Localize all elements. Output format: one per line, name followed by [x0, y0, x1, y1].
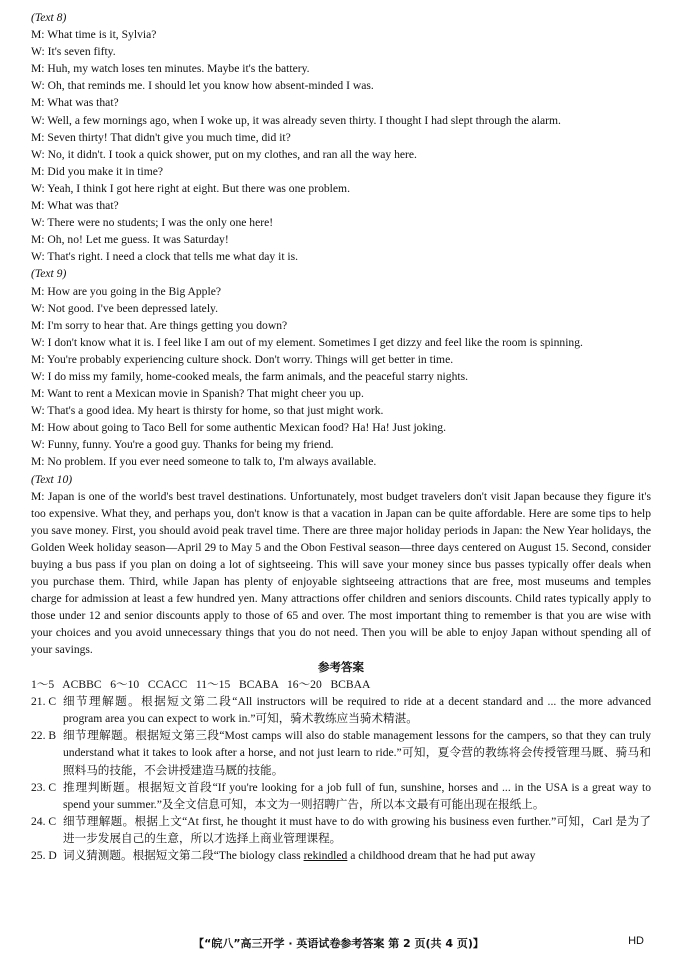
footer-code: HD	[628, 935, 644, 947]
dialog-line: W: Oh, that reminds me. I should let you know how absent-minded I was.	[31, 79, 374, 93]
answer-key-line: 1～5 ACBBC 6～10 CCACC 11～15 BCABA 16～20 BCBAA	[31, 678, 371, 692]
dialog-line: M: Want to rent a Mexican movie in Spanish? That might cheer you up.	[31, 387, 364, 401]
answer-key-page	[31, 9, 651, 864]
dialog-line: M: How are you going in the Big Apple?	[31, 284, 221, 298]
dialog-line: W: No, it didn't. I took a quick shower, put on my clothes, and ran all the way here.	[31, 147, 417, 161]
underlined-word: rekindled	[303, 849, 348, 862]
answers-title: 参考答案	[318, 659, 364, 674]
dialog-line: W: I do miss my family, home-cooked meals, the farm animals, and the peaceful starry nights.	[31, 369, 469, 383]
dialog-line: M: Seven thirty! That didn't give you much time, did it?	[31, 130, 291, 144]
section-label-text9: (Text 9)	[31, 267, 67, 281]
dialog-text9	[31, 283, 651, 471]
dialog-line: M: What time is it, Sylvia?	[31, 28, 157, 42]
dialog-line: W: Not good. I've been depressed lately.	[31, 301, 218, 315]
answer-explanation: 推理判断题。根据短文首段“If you're looking for a job full of fun, sunshine, horses and ... in the USA is a great way to spend your summer.”及全文信息可知，本文为一则招聘广告，所以本文最有可能出现在报纸上。	[63, 780, 651, 811]
answer-explanation	[63, 847, 651, 864]
dialog-line: M: No problem. If you ever need someone to talk to, I'm always available.	[31, 455, 377, 469]
dialog-line: W: It's seven fifty.	[31, 45, 116, 59]
dialog-line: W: There were no students; I was the only one here!	[31, 216, 274, 230]
answer-number: 22. B	[31, 729, 57, 743]
dialog-line: W: Yeah, I think I got here right at eight. But there was one problem.	[31, 181, 350, 195]
dialog-line: M: What was that?	[31, 199, 119, 213]
answer-item	[31, 779, 651, 813]
explanation-text: a childhood dream that he had put away	[347, 849, 536, 862]
page-footer	[0, 935, 677, 953]
answer-explanation: 细节理解题。根据上文“At first, he thought it must have to do with growing his business even further.”可知，Carl 是为了进一步发展自己的生意，所以才选择上商业管理课程。	[63, 814, 651, 845]
answer-item	[31, 693, 651, 727]
answer-number: 25. D	[31, 849, 57, 862]
dialog-line: M: Huh, my watch loses ten minutes. Maybe it's the battery.	[31, 62, 310, 76]
answer-explanation: 细节理解题。根据短文第三段“Most camps will also do stable management lessons for the campers, so that they can truly understand what it takes to look after a horse, and not just learn to ride.”可知，夏令营的教练将会传授管理马厩、骑马和照料马的技能，不会讲授建造马厩的技能。	[63, 729, 651, 777]
dialog-line: W: Well, a few mornings ago, when I woke up, it was already seven thirty. I thought I had slept through the alarm.	[31, 113, 561, 127]
explanation-text: 词义猜测题。根据短文第二段“The biology class	[63, 849, 304, 862]
dialog-text8	[31, 26, 651, 265]
dialog-line: W: That's right. I need a clock that tells me what day it is.	[31, 250, 299, 264]
dialog-line: M: How about going to Taco Bell for some authentic Mexican food? Ha! Ha! Just joking.	[31, 421, 446, 435]
dialog-line: M: I'm sorry to hear that. Are things getting you down?	[31, 318, 288, 332]
answer-explanation: 细节理解题。根据短文第二段“All instructors will be required to ride at a decent standard and ... the more advanced program area you can expect to work in.”可知，骑术教练应当骑术精湛。	[63, 695, 651, 726]
dialog-line: M: Oh, no! Let me guess. It was Saturday!	[31, 233, 229, 247]
dialog-line: W: I don't know what it is. I feel like I am out of my element. Sometimes I get dizzy and feel like the room is spinning.	[31, 335, 583, 349]
monologue-text10: M: Japan is one of the world's best travel destinations. Unfortunately, most budget travelers don't visit Japan because they figure it's too expensive. What they, and perhaps you, don't know is that a vacation in Japan can be quite affordable. Here are some tips to help you save money. First, you should avoid peak travel time. There are three major holiday periods in Japan: the New Year holidays, the Golden Week holiday season—April 29 to May 5 and the Obon Festival season—three days centered on August 15. Second, consider buying a bus pass if you plan on doing a lot of sightseeing. This will save your money since bus passes typically offer deals when you purchase them. Third, while Japan has plenty of enjoyable sightseeing attractions that are free, most museums and temples charge for admission at least a few hundred yen. Many attractions offer children and seniors discounts. Child rates typically apply to those under 12 and senior discounts apply to those of 65 and over. The most important thing to remember is that you are wise with your choices and you avoid unnecessary things that you do not need. Then you will be able to enjoy Japan without spending all of your savings.	[31, 489, 651, 657]
dialog-line: M: Did you make it in time?	[31, 164, 164, 178]
answer-number: 21. C	[31, 695, 57, 709]
section-label-text10: (Text 10)	[31, 472, 73, 486]
dialog-line: M: You're probably experiencing culture shock. Don't worry. Things will get better in time.	[31, 352, 454, 366]
dialog-line: W: Funny, funny. You're a good guy. Thanks for being my friend.	[31, 438, 334, 452]
answer-item	[31, 727, 651, 778]
answer-number: 24. C	[31, 814, 57, 828]
answer-item	[31, 847, 651, 864]
footer-title: 【“皖八”高三开学 · 英语试卷参考答案 第 2 页(共 4 页)】	[193, 937, 484, 950]
dialog-line: M: What was that?	[31, 96, 119, 110]
answer-number: 23. C	[31, 780, 57, 794]
answer-explanations	[31, 693, 651, 864]
dialog-line: W: That's a good idea. My heart is thirsty for home, so that just might work.	[31, 404, 384, 418]
answer-item	[31, 813, 651, 847]
section-label-text8: (Text 8)	[31, 11, 67, 24]
